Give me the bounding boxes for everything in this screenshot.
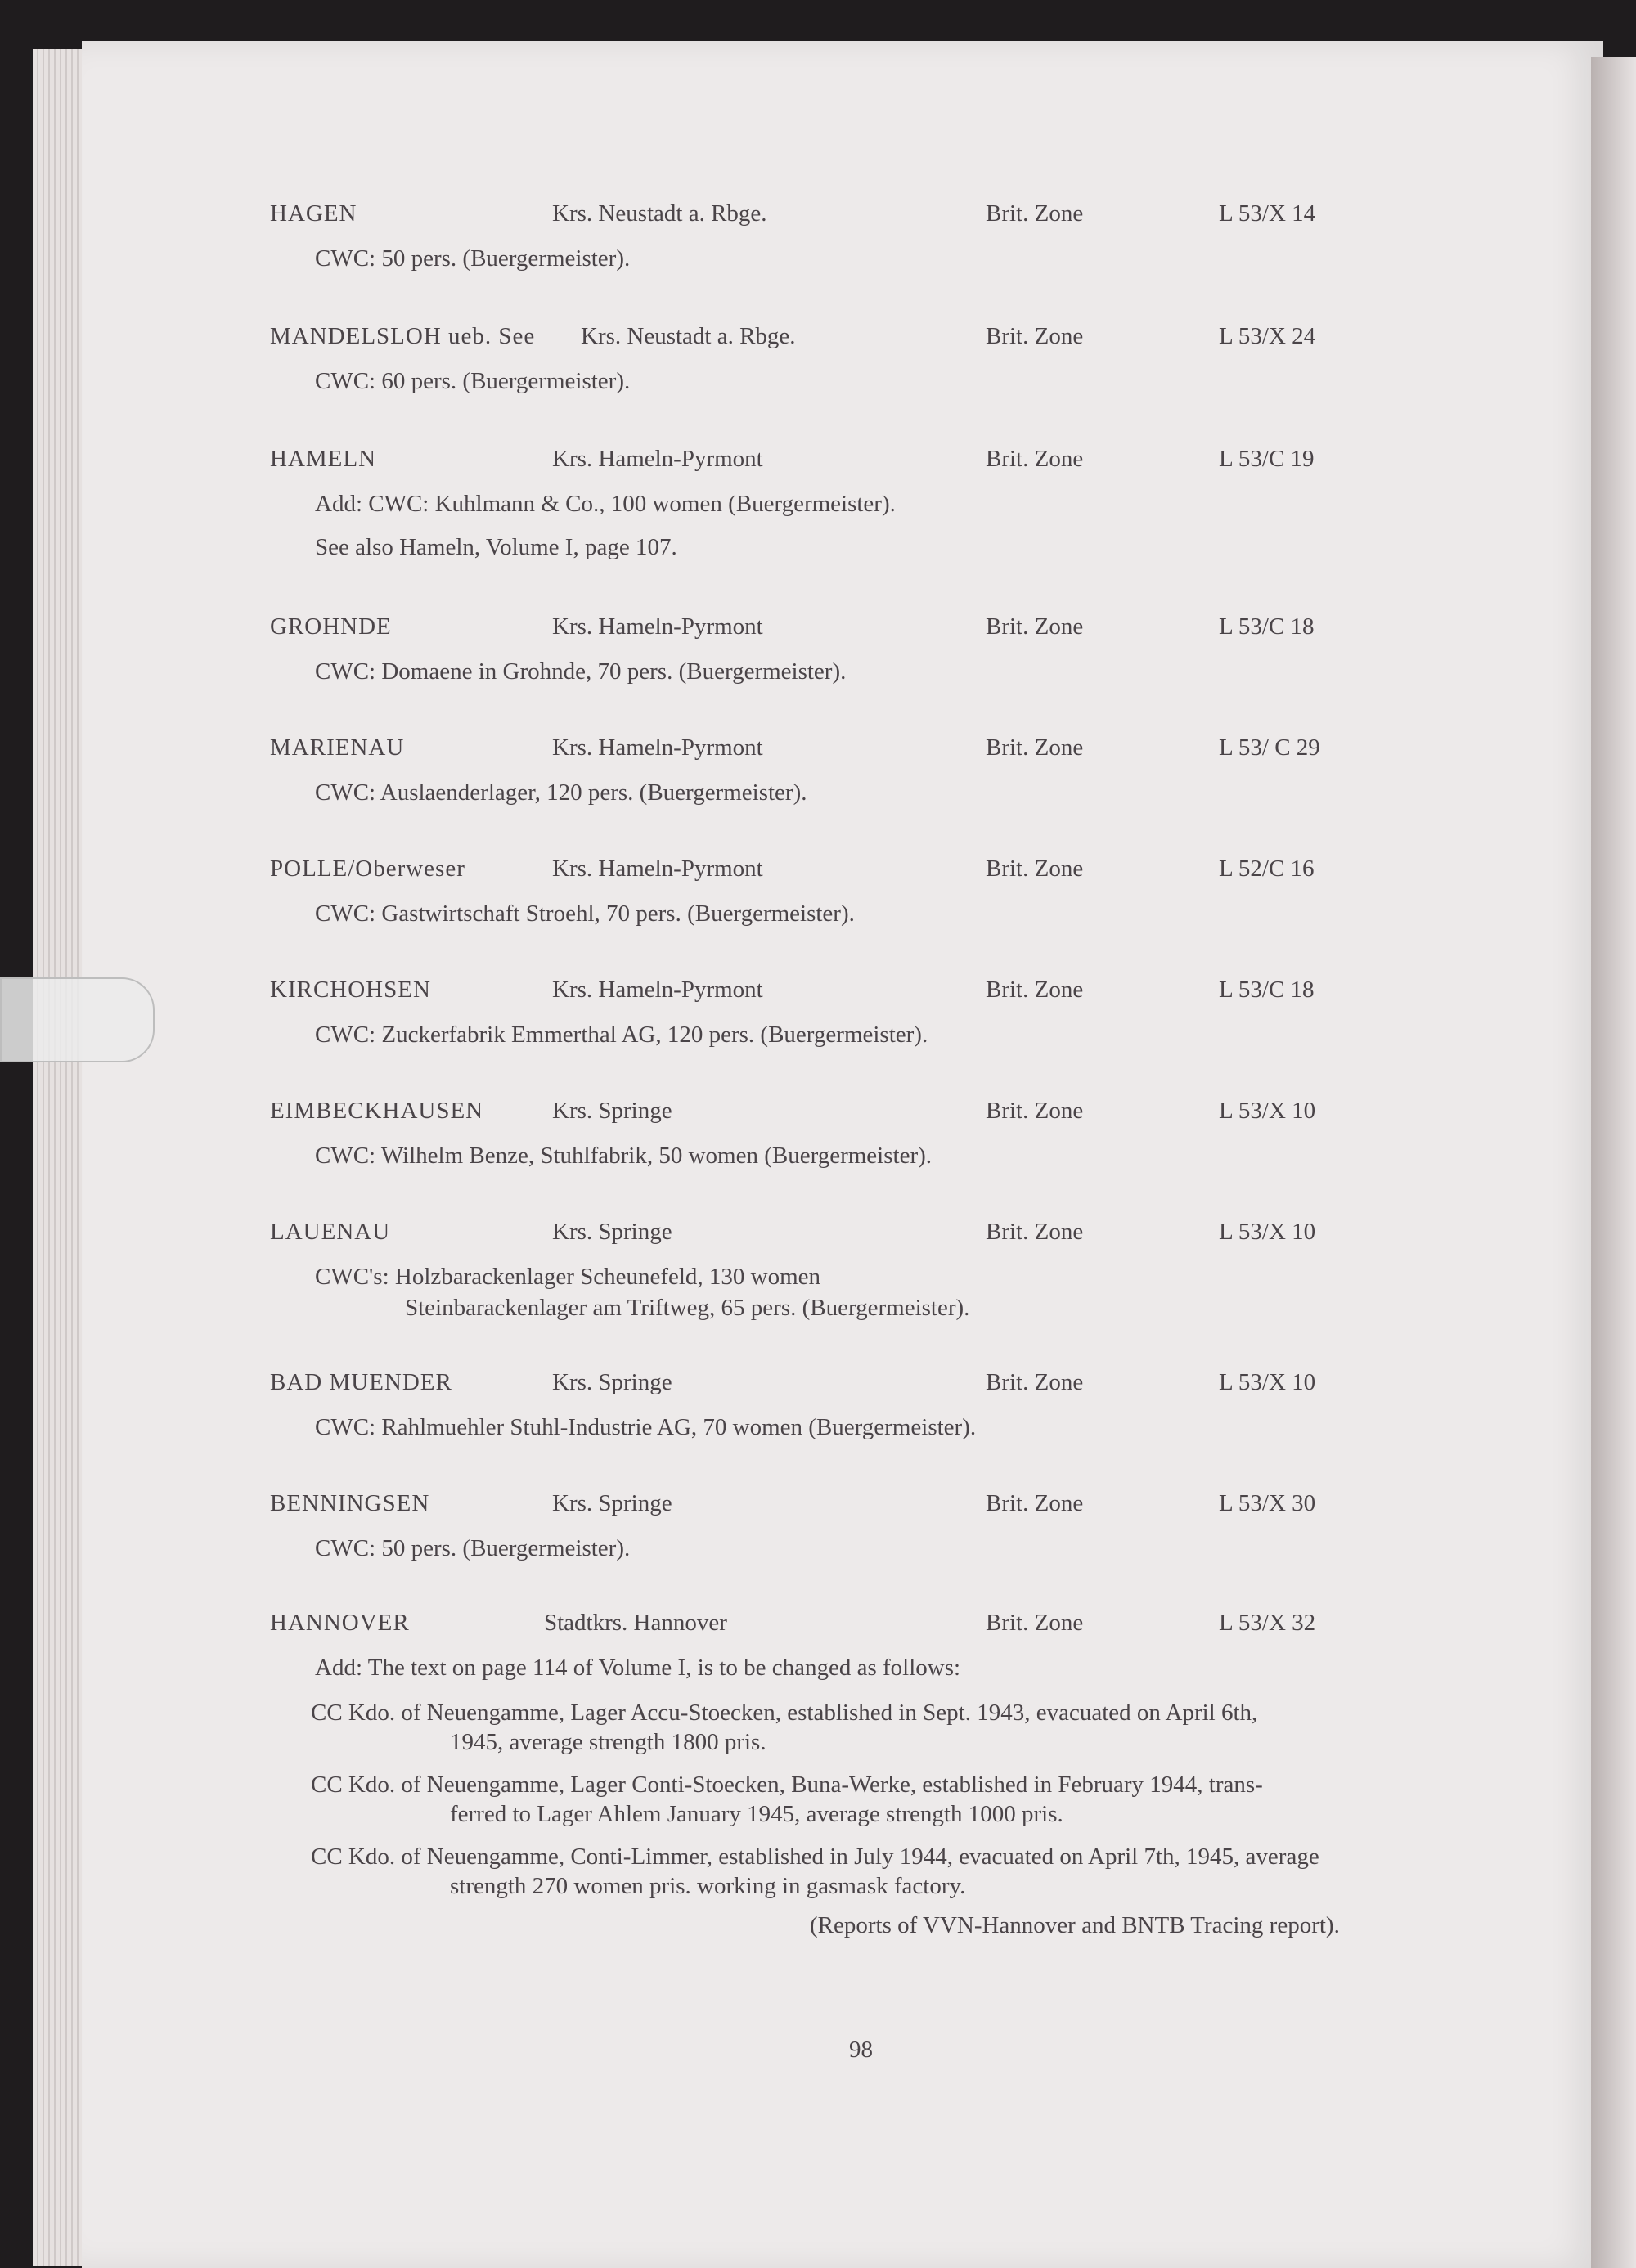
zone: Brit. Zone <box>986 1610 1084 1636</box>
zone: Brit. Zone <box>986 323 1084 349</box>
map-ref: L 53/C 18 <box>1219 977 1315 1003</box>
paragraph-continuation: ferred to Lager Ahlem January 1945, average strength 1000 pris. <box>450 1801 1063 1827</box>
place-name: BAD MUENDER <box>270 1369 452 1395</box>
entry-detail: CWC: Gastwirtschaft Stroehl, 70 pers. (Buergermeister). <box>315 900 855 927</box>
entry-detail: CWC: 60 pers. (Buergermeister). <box>315 368 631 394</box>
hannover-paragraph <box>311 1842 1472 1901</box>
map-ref: L 53/ C 29 <box>1219 734 1320 761</box>
paragraph-continuation: 1945, average strength 1800 pris. <box>450 1729 766 1755</box>
place-name: KIRCHOHSEN <box>270 977 431 1003</box>
paragraph-line: CC Kdo. of Neuengamme, Lager Conti-Stoecken, Buna-Werke, established in February 1944, trans- <box>311 1772 1263 1798</box>
map-ref: L 53/C 18 <box>1219 613 1315 640</box>
entry-header <box>0 323 1636 359</box>
district: Krs. Springe <box>552 1219 672 1245</box>
district: Krs. Springe <box>552 1490 672 1516</box>
map-ref: L 53/X 30 <box>1219 1490 1316 1516</box>
map-ref: L 53/X 14 <box>1219 200 1316 227</box>
entry-detail: Add: The text on page 114 of Volume I, is to be changed as follows: <box>315 1655 961 1681</box>
entry-header <box>0 200 1636 236</box>
zone: Brit. Zone <box>986 734 1084 761</box>
place-name: MARIENAU <box>270 734 405 761</box>
place-name: EIMBECKHAUSEN <box>270 1098 484 1124</box>
entry-header <box>0 613 1636 649</box>
district: Krs. Springe <box>552 1098 672 1124</box>
zone: Brit. Zone <box>986 856 1084 882</box>
entry-detail: CWC: Wilhelm Benze, Stuhlfabrik, 50 women (Buergermeister). <box>315 1143 933 1169</box>
district: Krs. Neustadt a. Rbge. <box>581 323 796 349</box>
entry-header <box>0 1098 1636 1134</box>
entry-detail: See also Hameln, Volume I, page 107. <box>315 534 677 560</box>
map-ref: L 53/X 10 <box>1219 1369 1316 1395</box>
entry-detail: CWC: 50 pers. (Buergermeister). <box>315 245 631 272</box>
entry-header <box>0 1219 1636 1255</box>
district: Krs. Springe <box>552 1369 672 1395</box>
paragraph-line: CC Kdo. of Neuengamme, Conti-Limmer, established in July 1944, evacuated on April 7th, 1945, average <box>311 1844 1319 1870</box>
entry-detail: Add: CWC: Kuhlmann & Co., 100 women (Buergermeister). <box>315 491 896 517</box>
entry-detail: CWC: Auslaenderlager, 120 pers. (Buergermeister). <box>315 779 807 806</box>
zone: Brit. Zone <box>986 1098 1084 1124</box>
source-note: (Reports of VVN-Hannover and BNTB Tracing report). <box>810 1912 1340 1938</box>
place-name: HANNOVER <box>270 1610 410 1636</box>
zone: Brit. Zone <box>986 613 1084 640</box>
district: Krs. Hameln-Pyrmont <box>552 977 763 1003</box>
place-name: LAUENAU <box>270 1219 391 1245</box>
district: Krs. Hameln-Pyrmont <box>552 613 763 640</box>
map-ref: L 52/C 16 <box>1219 856 1315 882</box>
entry-header <box>0 446 1636 482</box>
district: Krs. Hameln-Pyrmont <box>552 856 763 882</box>
entry-detail: CWC: Zuckerfabrik Emmerthal AG, 120 pers. (Buergermeister). <box>315 1022 928 1048</box>
entry-detail: CWC: Domaene in Grohnde, 70 pers. (Buergermeister). <box>315 658 847 685</box>
page-number: 98 <box>849 2037 873 2063</box>
map-ref: L 53/X 32 <box>1219 1610 1316 1636</box>
paragraph-continuation: strength 270 women pris. working in gasmask factory. <box>450 1873 966 1899</box>
hannover-paragraph <box>311 1698 1472 1757</box>
place-name: GROHNDE <box>270 613 392 640</box>
zone: Brit. Zone <box>986 200 1084 227</box>
map-ref: L 53/X 10 <box>1219 1098 1316 1124</box>
entry-header <box>0 977 1636 1013</box>
district: Krs. Neustadt a. Rbge. <box>552 200 767 227</box>
hannover-paragraph <box>311 1770 1472 1829</box>
map-ref: L 53/X 10 <box>1219 1219 1316 1245</box>
place-name: HAGEN <box>270 200 357 227</box>
district: Stadtkrs. Hannover <box>544 1610 727 1636</box>
place-name: MANDELSLOH ueb. See <box>270 323 536 349</box>
paragraph-line: CC Kdo. of Neuengamme, Lager Accu-Stoecken, established in Sept. 1943, evacuated on April 6th, <box>311 1700 1258 1726</box>
entry-detail: CWC: Rahlmuehler Stuhl-Industrie AG, 70 women (Buergermeister). <box>315 1414 977 1440</box>
entry-detail: CWC: 50 pers. (Buergermeister). <box>315 1535 631 1561</box>
zone: Brit. Zone <box>986 446 1084 472</box>
entry-detail: CWC's: Holzbarackenlager Scheunefeld, 130 women <box>315 1264 821 1290</box>
map-ref: L 53/X 24 <box>1219 323 1316 349</box>
district: Krs. Hameln-Pyrmont <box>552 446 763 472</box>
zone: Brit. Zone <box>986 1490 1084 1516</box>
entry-header <box>0 1369 1636 1405</box>
zone: Brit. Zone <box>986 1219 1084 1245</box>
entry-header <box>0 1490 1636 1526</box>
map-ref: L 53/C 19 <box>1219 446 1315 472</box>
zone: Brit. Zone <box>986 977 1084 1003</box>
entry-detail: Steinbarackenlager am Triftweg, 65 pers. (Buergermeister). <box>405 1295 970 1321</box>
place-name: HAMELN <box>270 446 377 472</box>
entry-header <box>0 1610 1636 1646</box>
place-name: BENNINGSEN <box>270 1490 430 1516</box>
zone: Brit. Zone <box>986 1369 1084 1395</box>
entry-header <box>0 856 1636 891</box>
district: Krs. Hameln-Pyrmont <box>552 734 763 761</box>
entry-header <box>0 734 1636 770</box>
place-name: POLLE/Oberweser <box>270 856 465 882</box>
